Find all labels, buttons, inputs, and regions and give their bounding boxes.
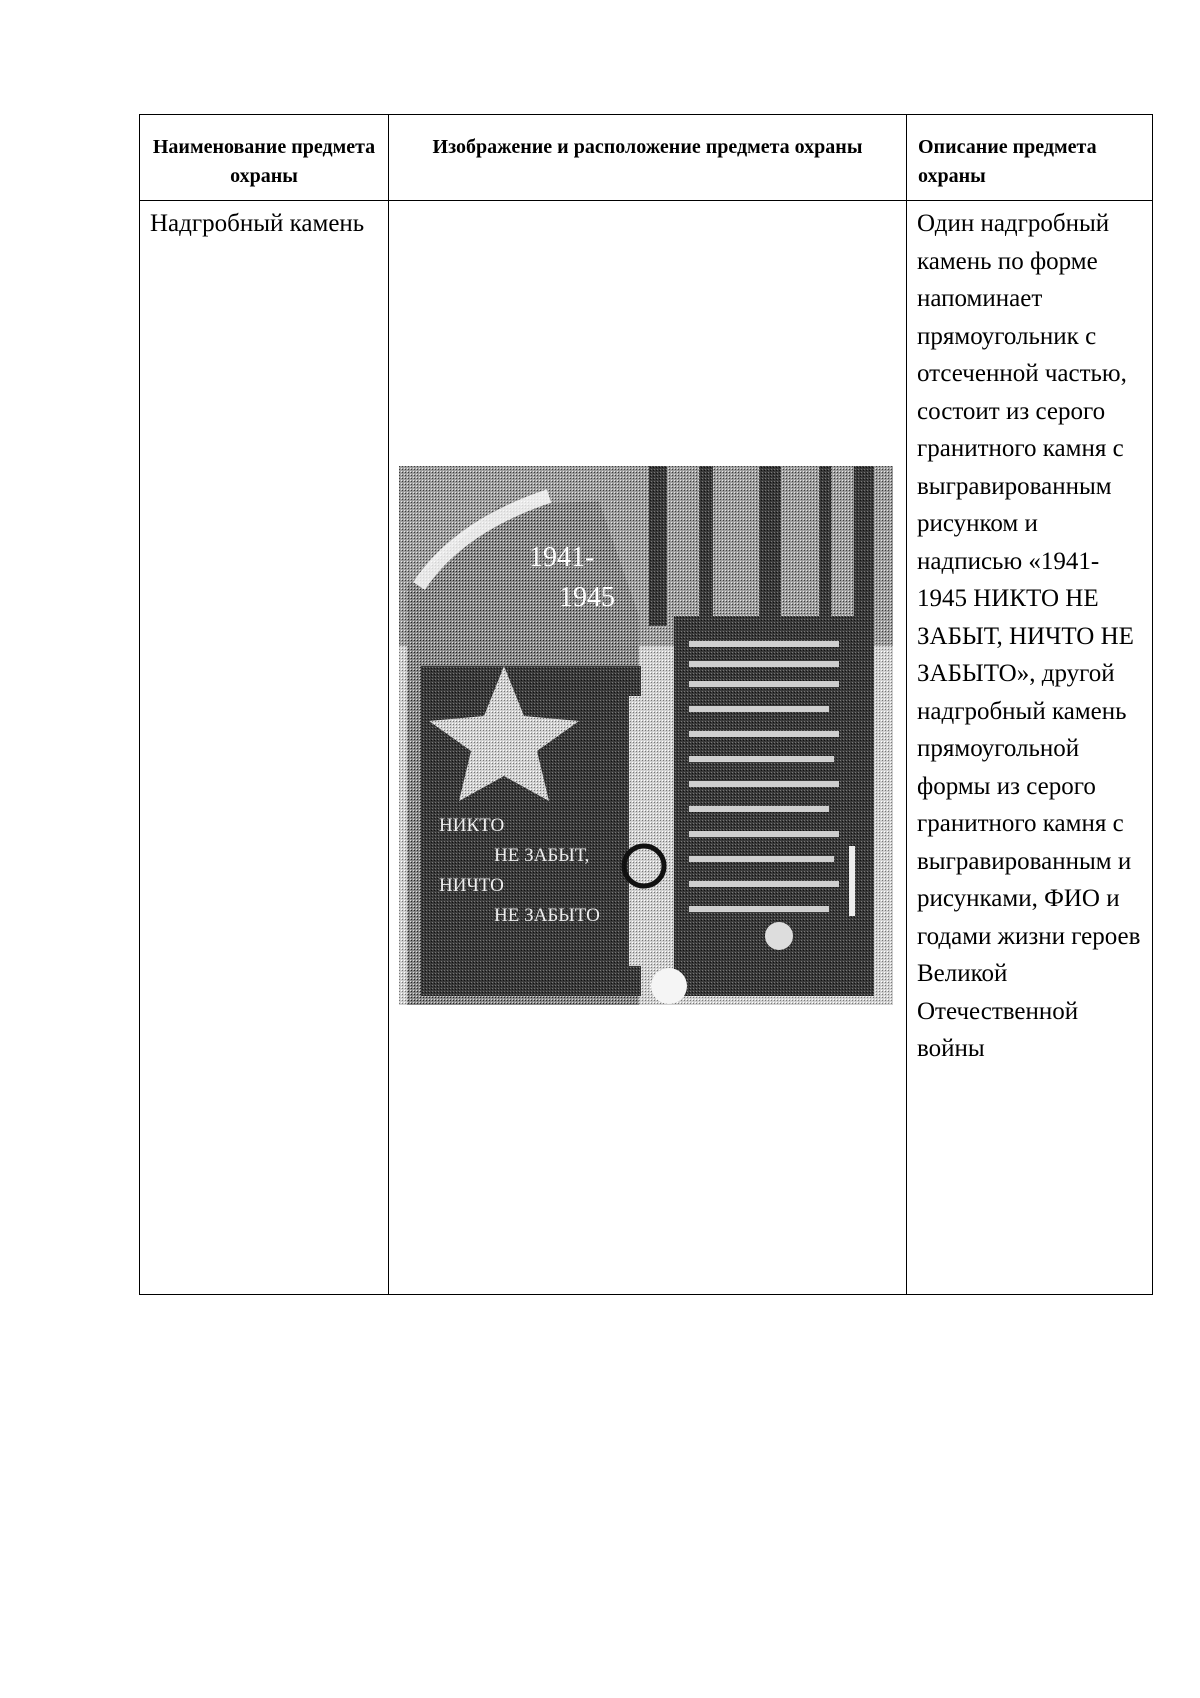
photo-inscription-line-2: НЕ ЗАБЫТ, [494,845,590,866]
item-name: Надгробный камень [140,201,389,1295]
photo-inscription-line-4: НЕ ЗАБЫТО [494,905,600,926]
photo-year-top: 1941- [529,542,595,573]
header-image: Изображение и расположение предмета охраны [389,115,907,201]
photo-year-bottom: 1945 [559,582,615,613]
header-name: Наименование предмета охраны [140,115,389,201]
item-image-cell [389,201,907,1295]
photo-inscription-line-3: НИЧТО [439,875,504,896]
protected-items-table [139,114,1153,1295]
item-description: Один надгробный камень по форме напоминает прямоугольник с отсеченной частью, состоит из серого гранитного камня с выгравированным рисунком и надписью «1941-1945 НИКТО НЕ ЗАБЫТ, НИЧТО НЕ ЗАБЫТО», другой надгробный камень прямоугольной формы из серого гранитного камня с выгравированным и рисунками, ФИО и годами жизни героев Великой Отечественной войны [907,201,1153,1295]
header-description: Описание предмета охраны [907,115,1153,201]
table-header-row [140,115,1153,201]
memorial-photo [399,466,893,1005]
table-row [140,201,1153,1295]
photo-inscription-line-1: НИКТО [439,815,505,836]
